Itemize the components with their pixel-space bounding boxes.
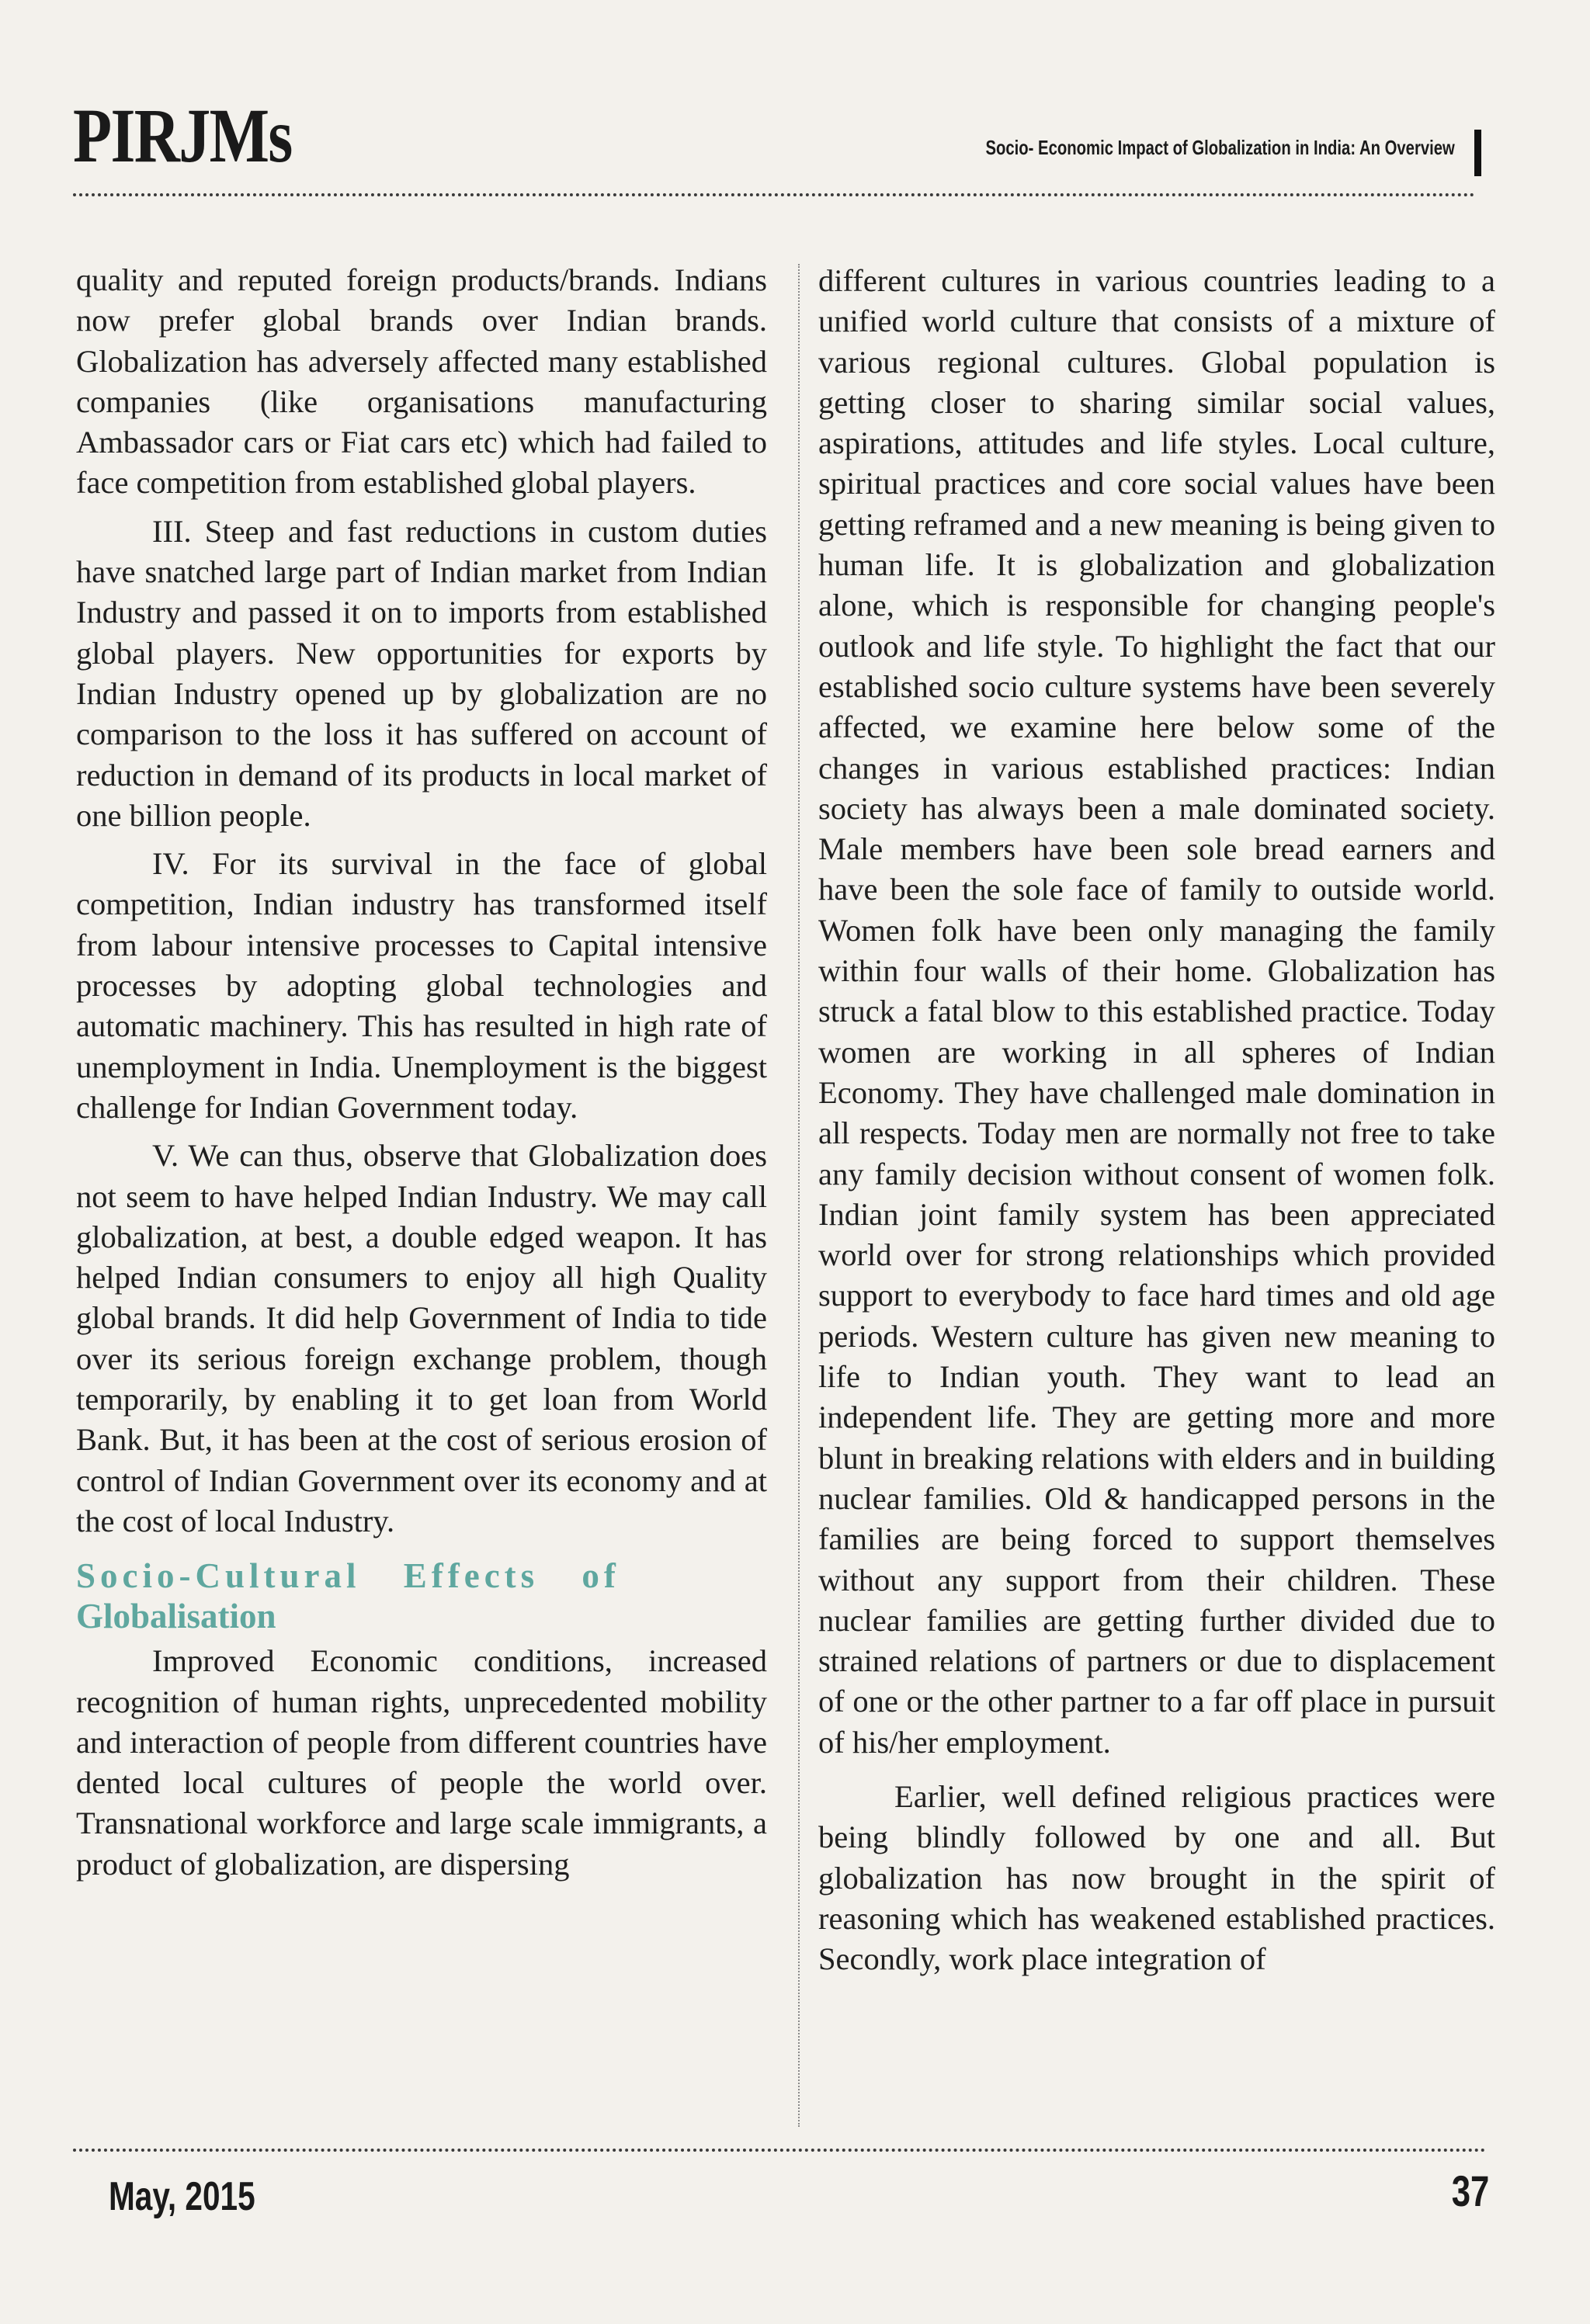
left-column xyxy=(76,260,767,1885)
paragraph: different cultures in various countries leading to a unified world culture that consists of a mixture of various regional cultures. Global population is getting closer to sharing similar social values, aspirations, attitudes and life styles. Local culture, spiritual practices and core social values have been getting reframed and a new meaning is being given to human life. It is globalization and globalization alone, which is responsible for changing people's outlook and life style. To highlight the fact that our established socio culture systems have been severely affected, we examine here below some of the changes in various established practices: Indian society has always been a male dominated society. Male members have been sole bread earners and have been the sole face of family to outside world. Women folk have been only managing the family within four walls of their home. Globalization has struck a fatal blow to this established practice. Today women are working in all spheres of Indian Economy. They have challenged male domination in all respects. Today men are normally not free to take any family decision without consent of women folk. Indian joint family system has been appreciated world over for strong relationships which provided support to everybody to face hard times and old age periods. Western culture has given new meaning to life to Indian youth. They want to lead an independent life. They are getting more and more blunt in breaking relations with elders and in building nuclear families. Old & handicapped persons in the families are being forced to support themselves without any support from their children. These nuclear families are getting further divided due to strained relations of partners or due to displacement of one or the other partner to a far off place in pursuit of his/her employment. xyxy=(818,263,1495,1760)
page-number: 37 xyxy=(1451,2166,1489,2215)
paragraph: quality and reputed foreign products/brands. Indians now prefer global brands over Indian brands. Globalization has adversely affected many established companies (like organisations manufacturing Ambassador cars or Fiat cars etc) which had failed to face competition from established global players. xyxy=(76,262,767,501)
footer-divider xyxy=(73,2149,1486,2152)
section-heading-line1: Socio-Cultural Effects of xyxy=(76,1556,620,1596)
journal-logo: PIRJMs xyxy=(73,92,292,179)
section-heading-line2: Globalisation xyxy=(76,1597,276,1636)
issue-date: May, 2015 xyxy=(109,2174,255,2219)
paragraph: IV. For its survival in the face of global competition, Indian industry has transformed itself from labour intensive processes to Capital intensive processes by adopting global technologies and automatic machinery. This has resulted in high rate of unemployment in India. Unemployment is the biggest challenge for Indian Government today. xyxy=(76,846,767,1125)
right-column xyxy=(818,261,1495,1979)
running-title: Socio- Economic Impact of Globalization in India: An Overview xyxy=(985,136,1455,159)
paragraph: V. We can thus, observe that Globalization does not seem to have helped Indian Industry. We may call globalization, at best, a double edged weapon. It has helped Indian consumers to enjoy all high Quality global brands. It did help Government of India to tide over its serious foreign exchange problem, though temporarily, by enabling it to get loan from World Bank. But, it has been at the cost of serious erosion of control of Indian Government over its economy and at the cost of local Industry. xyxy=(76,1138,767,1538)
header-divider xyxy=(73,193,1475,196)
header-accent-bar xyxy=(1474,130,1481,176)
paragraph: Earlier, well defined religious practices were being blindly followed by one and all. But globalization has now brought in the spirit of reasoning which has weakened established practices. Secondly, work place integration of xyxy=(818,1778,1495,1977)
column-divider xyxy=(798,264,800,2127)
paragraph: III. Steep and fast reductions in custom duties have snatched large part of Indian market from Indian Industry and passed it on to imports from established global players. New opportunities for exports by Indian Industry opened up by globalization are no comparison to the loss it has suffered on account of reduction in demand of its products in local market of one billion people. xyxy=(76,513,767,833)
section-heading xyxy=(76,1556,767,1636)
paragraph: Improved Economic conditions, increased recognition of human rights, unprecedented mobility and interaction of people from different countries have dented local cultures of people the world over. Transnational workforce and large scale immigrants, a product of globalization, are dispersing xyxy=(76,1643,767,1882)
page-header xyxy=(73,92,1486,198)
